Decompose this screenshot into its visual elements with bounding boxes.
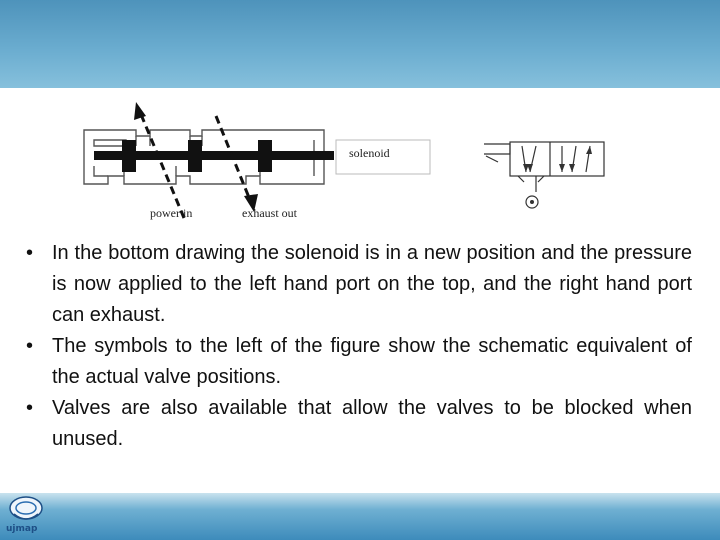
bullet-marker: • — [26, 335, 34, 357]
header-band — [0, 0, 720, 88]
logo-text: ujmap — [6, 524, 38, 534]
bullet-marker: • — [26, 397, 34, 419]
power-in-label: power in — [150, 206, 193, 220]
bullet-text: The symbols to the left of the figure show the schematic equivalent of the actual valve positions. — [52, 335, 692, 388]
bullet-list — [24, 238, 692, 455]
exhaust-out-label: exhaust out — [242, 206, 297, 220]
bullet-item — [24, 393, 692, 455]
bullet-item — [24, 238, 692, 331]
bullet-marker: • — [26, 242, 34, 264]
bullet-text: Valves are also available that allow the valves to be blocked when unused. — [52, 397, 692, 450]
solenoid-label: solenoid — [349, 146, 390, 160]
bullet-item — [24, 331, 692, 393]
valve-diagram — [78, 96, 638, 226]
bullet-text: In the bottom drawing the solenoid is in a new position and the pressure is now applied to the left hand port on the top, and the right hand port can exhaust. — [52, 242, 692, 326]
footer-band — [0, 493, 720, 540]
